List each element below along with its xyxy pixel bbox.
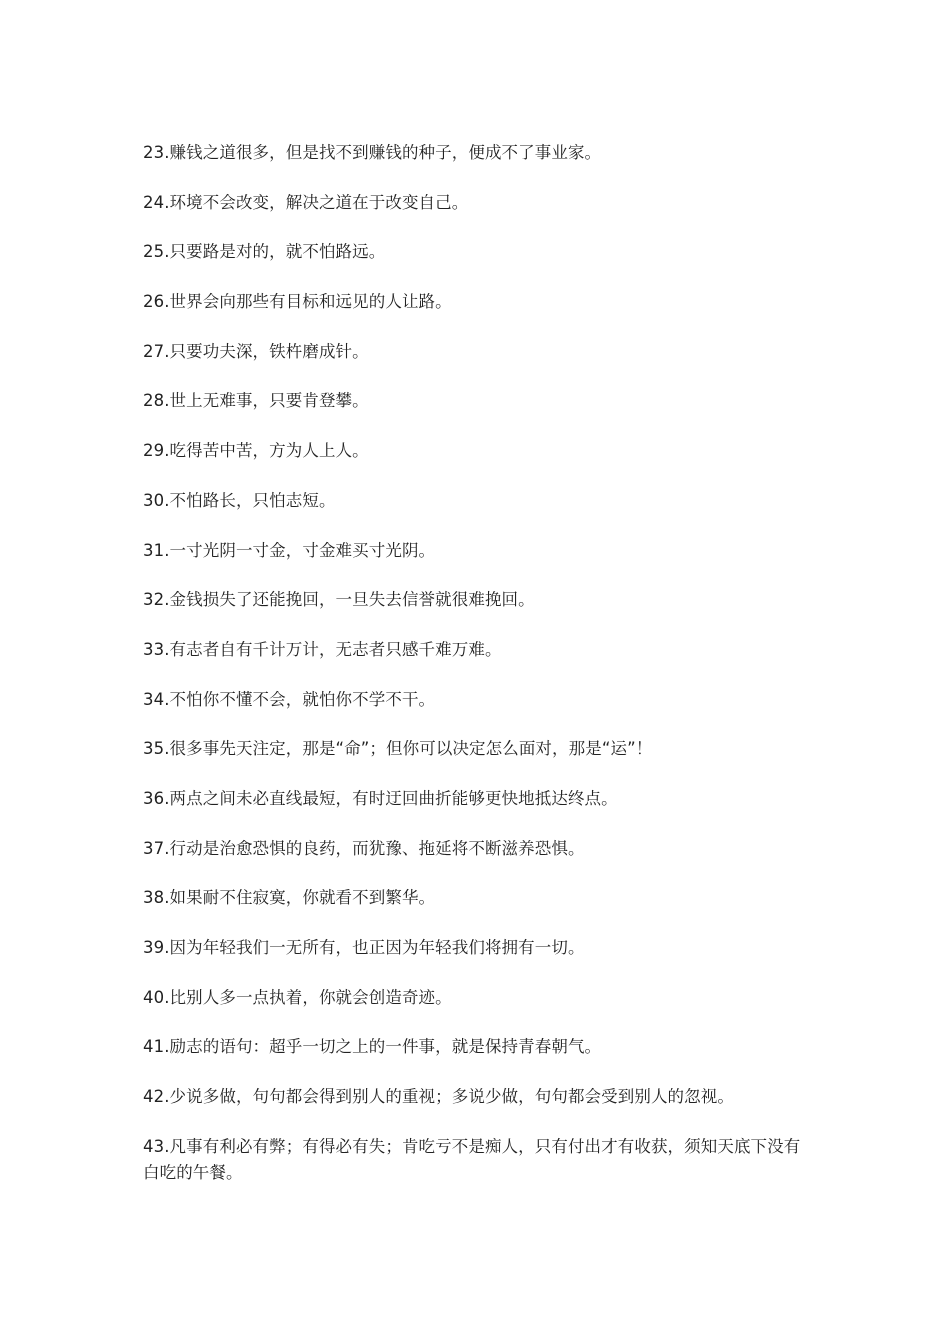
- quote-line-25: 25.只要路是对的，就不怕路远。: [143, 242, 386, 262]
- quote-line-24: 24.环境不会改变，解决之道在于改变自己。: [143, 192, 469, 212]
- quote-line-39: 39.因为年轻我们一无所有，也正因为年轻我们将拥有一切。: [143, 938, 585, 957]
- quote-line-31: 31.一寸光阴一寸金，寸金难买寸光阴。: [143, 540, 436, 560]
- quote-line-38: 38.如果耐不住寂寞，你就看不到繁华。: [143, 888, 436, 908]
- quote-line-29: 29.吃得苦中苦，方为人上人。: [143, 441, 369, 461]
- quote-line-26: 26.世界会向那些有目标和远见的人让路。: [143, 292, 452, 312]
- quote-line-32: 32.金钱损失了还能挽回，一旦失去信誉就很难挽回。: [143, 590, 535, 610]
- quote-line-34: 34.不怕你不懂不会，就怕你不学不干。: [143, 689, 436, 709]
- quote-line-27: 27.只要功夫深，铁杵磨成针。: [143, 341, 369, 361]
- quote-line-36: 36.两点之间未必直线最短，有时迂回曲折能够更快地抵达终点。: [143, 788, 618, 808]
- quote-line-23: 23.赚钱之道很多，但是找不到赚钱的种子，便成不了事业家。: [143, 143, 602, 162]
- quote-line-30: 30.不怕路长，只怕志短。: [143, 490, 336, 510]
- quote-line-40: 40.比别人多一点执着，你就会创造奇迹。: [143, 987, 452, 1007]
- quote-line-37: 37.行动是治愈恐惧的良药，而犹豫、拖延将不断滋养恐惧。: [143, 838, 585, 858]
- quote-line-33: 33.有志者自有千计万计，无志者只感千难万难。: [143, 639, 502, 659]
- quote-line-28: 28.世上无难事，只要肯登攀。: [143, 391, 369, 411]
- quote-list: [143, 140, 813, 1186]
- quote-line-41: 41.励志的语句：超乎一切之上的一件事，就是保持青春朝气。: [143, 1037, 602, 1057]
- quote-line-43: 43.凡事有利必有弊；有得必有失；肯吃亏不是痴人，只有付出才有收获，须知天底下没有白吃的午餐。: [143, 1136, 801, 1182]
- quote-line-35: 35.很多事先天注定，那是“命”；但你可以决定怎么面对，那是“运”！: [143, 739, 653, 759]
- quote-line-42: 42.少说多做，句句都会得到别人的重视；多说少做，句句都会受到别人的忽视。: [143, 1087, 734, 1107]
